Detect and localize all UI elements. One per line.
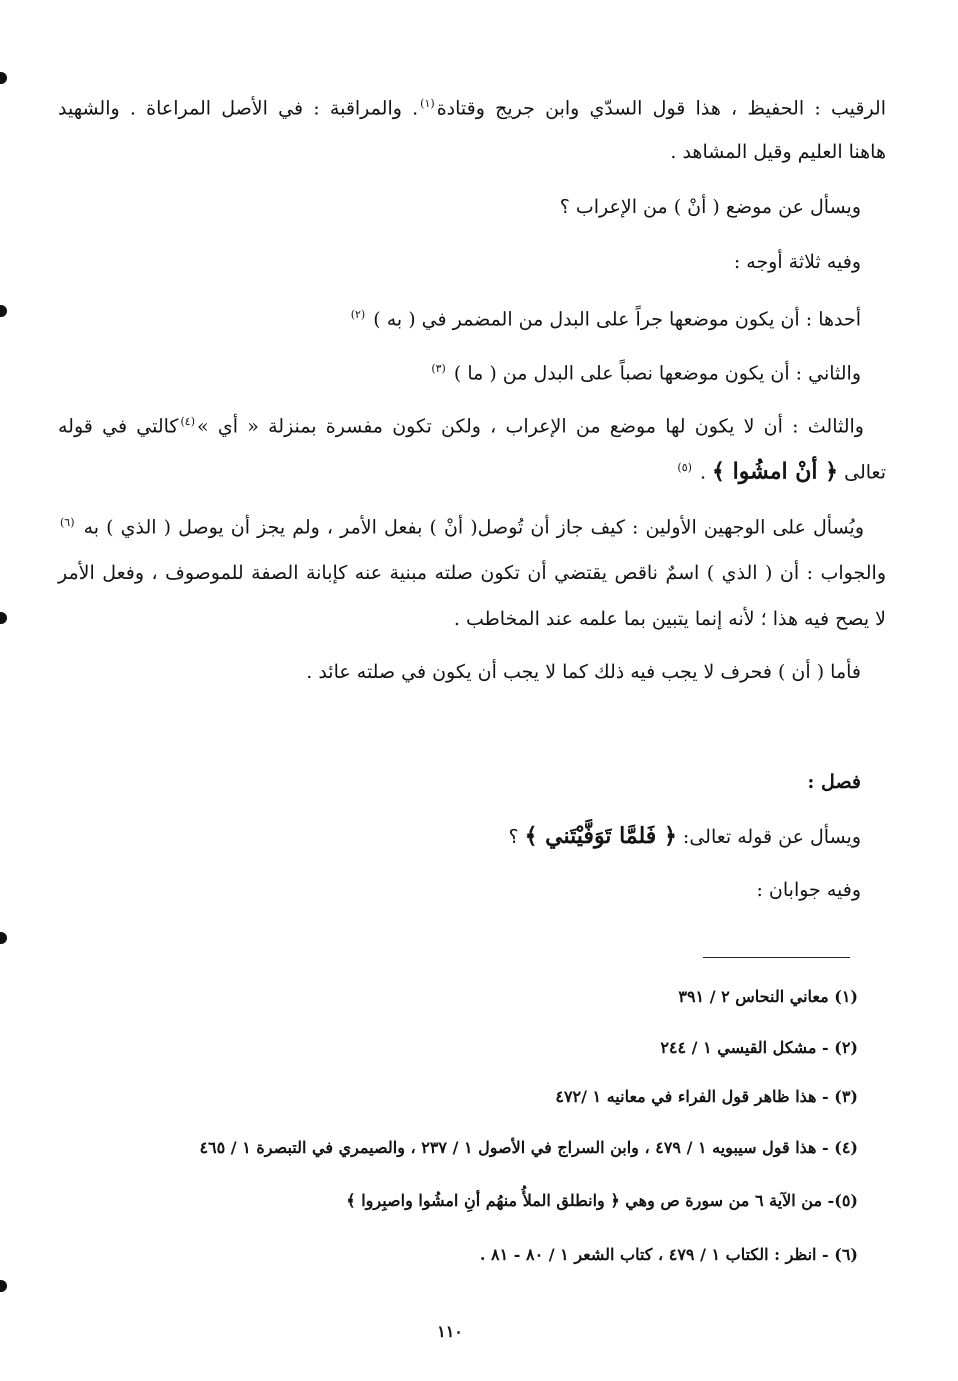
binding-mark [0,612,7,624]
footnote-5: (٥)- من الآية ٦ من سورة ص وهي ﴿ وانطلق الملأُ منهُم أنِ امشُوا واصبِروا ﴾ [346,1191,858,1210]
footnote-2: (٢) - مشكل القيسي ١ / ٢٤٤ [660,1038,858,1057]
footnote-separator [703,957,850,958]
body-line-6: والثاني : أن يكون موضعها نصباً على البدل من ( ما ) $^{(٣)}$ [431,362,861,385]
footnote-4: (٤) - هذا قول سيبويه ١ / ٤٧٩ ، وابن السراج في الأصول ١ / ٢٣٧ ، والصيمري في التبصرة ١ / ٤٦٥ [199,1138,858,1157]
page-number: ١١٠ [437,1322,463,1341]
footnote-1: (١) معاني النحاس ٢ / ٣٩١ [678,987,858,1006]
binding-mark [0,932,7,944]
quran-quote: ﴿ أنْ امشُوا ﴾ [712,458,839,485]
body-line-1: الرقيب : الحفيظ ، هذا قول السدّي وابن جريج وقتادة$^{(١)}$. والمراقبة : في الأصل المراعاة . والشهيد [58,97,887,120]
body-line-10: والجواب : أن ( الذي ) اسمٌ ناقص يقتضي أن تكون صلته مبنية عنه كإبانة الصفة للموصوف ، وفعل الأمر [58,562,886,584]
footnote-6: (٦) - انظر : الكتاب ١ / ٤٧٩ ، كتاب الشعر ١ / ٨٠ - ٨١ . [479,1245,858,1264]
binding-mark [0,1280,7,1292]
body-line-14: ويسأل عن قوله تعالى: ﴿ فَلمَّا تَوَفَّيْتَني ﴾ ؟ [508,823,861,849]
binding-mark [0,305,7,317]
body-line-4: وفيه ثلاثة أوجه : [733,251,861,273]
quran-quote: ﴿ فَلمَّا تَوَفَّيْتَني ﴾ [524,823,677,849]
footnote-3: (٣) - هذا ظاهر قول الفراء في معانيه ١ /٤٧٢ [555,1087,858,1106]
body-line-2: هاهنا العليم وقيل المشاهد . [670,141,886,163]
section-heading: فصل : [807,771,861,793]
body-line-15: وفيه جوابان : [756,879,861,901]
binding-mark [0,72,7,84]
body-line-12: فأما ( أن ) فحرف لا يجب فيه ذلك كما لا يجب أن يكون في صلته عائد . [306,661,861,683]
body-line-9: ويُسأل على الوجهين الأولين : كيف جاز أن تُوصل( أنْ ) بفعل الأمر ، ولم يجز أن يوصل ( الذي ) به $^{(٦)}$ [60,516,864,539]
body-line-8: تعالى ﴿ أنْ امشُوا ﴾ . $^{(٥)}$ [677,458,886,485]
body-line-7: والثالث : أن لا يكون لها موضع من الإعراب ، ولكن تكون مفسرة بمنزلة « أي »$^{(٤)}$كالتي في قوله [58,415,864,438]
body-line-3: ويسأل عن موضع ( أنْ ) من الإعراب ؟ [559,196,861,218]
body-line-5: أحدها : أن يكون موضعها جراً على البدل من المضمر في ( به ) $^{(٢)}$ [350,308,861,331]
body-line-11: لا يصح فيه هذا ؛ لأنه إنما يتبين بما علمه عند المخاطب . [453,608,886,630]
